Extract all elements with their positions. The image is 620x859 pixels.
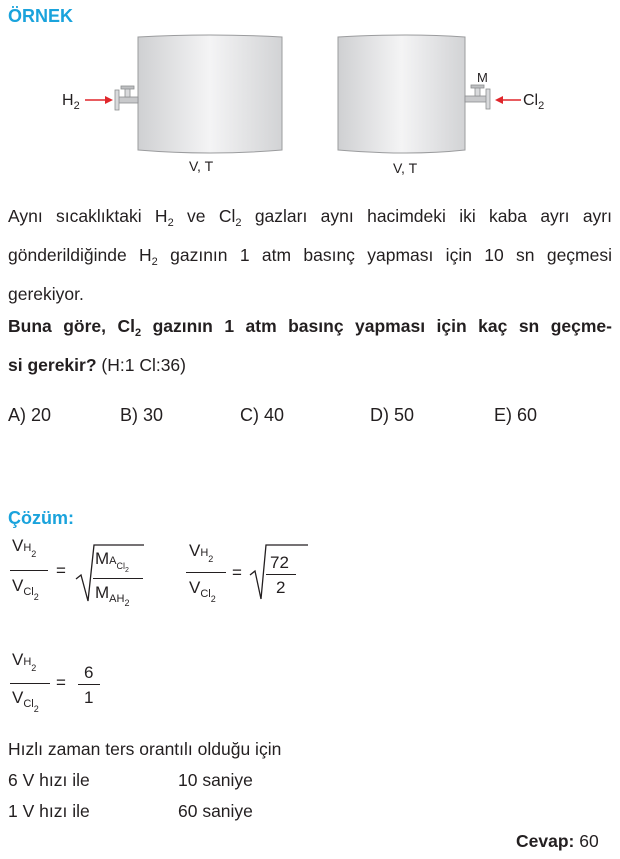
left-container [138, 35, 282, 153]
right-container-caption: V, T [393, 160, 418, 176]
value-2: 2 [276, 578, 286, 597]
right-container [338, 35, 465, 153]
right-valve-label: M [477, 70, 488, 85]
fraction-bar-4 [266, 574, 296, 575]
right-valve-icon [465, 85, 490, 109]
formula2-numerator: $VH_2$ [189, 541, 214, 564]
formula2-denominator: $V_{Cl2}$ [189, 578, 216, 604]
formula-velocity-ratio-denominator: $V_{Cl2}$ [12, 576, 39, 602]
option-d[interactable]: D) 50 [370, 405, 415, 425]
left-arrow-icon [85, 96, 113, 104]
problem-text [8, 200, 612, 381]
formula3-denominator: $V_{Cl2}$ [12, 688, 39, 714]
value-72: 72 [270, 553, 289, 572]
right-gas-label: $Cl_2$ [523, 92, 545, 112]
solution-explanation: Hızlı zaman ters orantılı olduğu için [8, 739, 282, 759]
molar-mass-cl2: $MA_{Cl2}$ [95, 549, 129, 574]
row1-left: 6 V hızı ile [8, 770, 90, 790]
fraction-bar-5 [10, 683, 50, 684]
option-b[interactable]: B) 30 [120, 405, 164, 425]
option-a[interactable]: A) 20 [8, 405, 52, 425]
value-1: 1 [84, 688, 94, 707]
left-container-caption: V, T [189, 158, 214, 174]
left-gas-label: $H_2$ [62, 92, 80, 112]
problem-line-2: gönderildiğinde $H_2$ gazının 1 atm basınç yapması için 10 sn geçmesi [8, 245, 612, 268]
fraction-bar-3 [186, 572, 226, 573]
equals-sign-3: = [56, 673, 66, 692]
formula-velocity-ratio-numerator: $VH_2$ [12, 536, 37, 559]
example-heading: ÖRNEK [8, 6, 74, 26]
equals-sign-2: = [232, 563, 242, 582]
molar-mass-h2: $M_{AH2}$ [95, 583, 130, 608]
solution-heading: Çözüm: [8, 508, 74, 528]
fraction-bar-6 [78, 684, 100, 685]
figure-containers [55, 30, 575, 190]
row1-right: 10 saniye [178, 770, 253, 790]
containers-illustration [55, 30, 575, 190]
fraction-bar-1 [10, 570, 48, 571]
option-c[interactable]: C) 40 [240, 405, 285, 425]
question-line-2: si gerekir? (H:1 Cl:36) [8, 355, 186, 375]
question-line-1: Buna göre, $Cl_2$ gazının 1 atm basınç yapması için kaç sn geçme- [8, 316, 612, 339]
left-valve-icon [115, 86, 138, 110]
row2-left: 1 V hızı ile [8, 801, 90, 821]
row2-right: 60 saniye [178, 801, 253, 821]
value-6: 6 [84, 663, 94, 682]
equals-sign-1: = [56, 561, 66, 580]
option-e[interactable]: E) 60 [494, 405, 538, 425]
formula3-numerator: $VH_2$ [12, 650, 37, 673]
right-arrow-icon [495, 96, 521, 104]
answer: Cevap: 60 [516, 831, 599, 851]
fraction-bar-2 [93, 578, 143, 579]
problem-line-3: gerekiyor. [8, 284, 84, 304]
problem-line-1: Aynı sıcaklıktaki $H_2$ ve $Cl_2$ gazları aynı hacimdeki iki kaba ayrı ayrı [8, 206, 613, 229]
